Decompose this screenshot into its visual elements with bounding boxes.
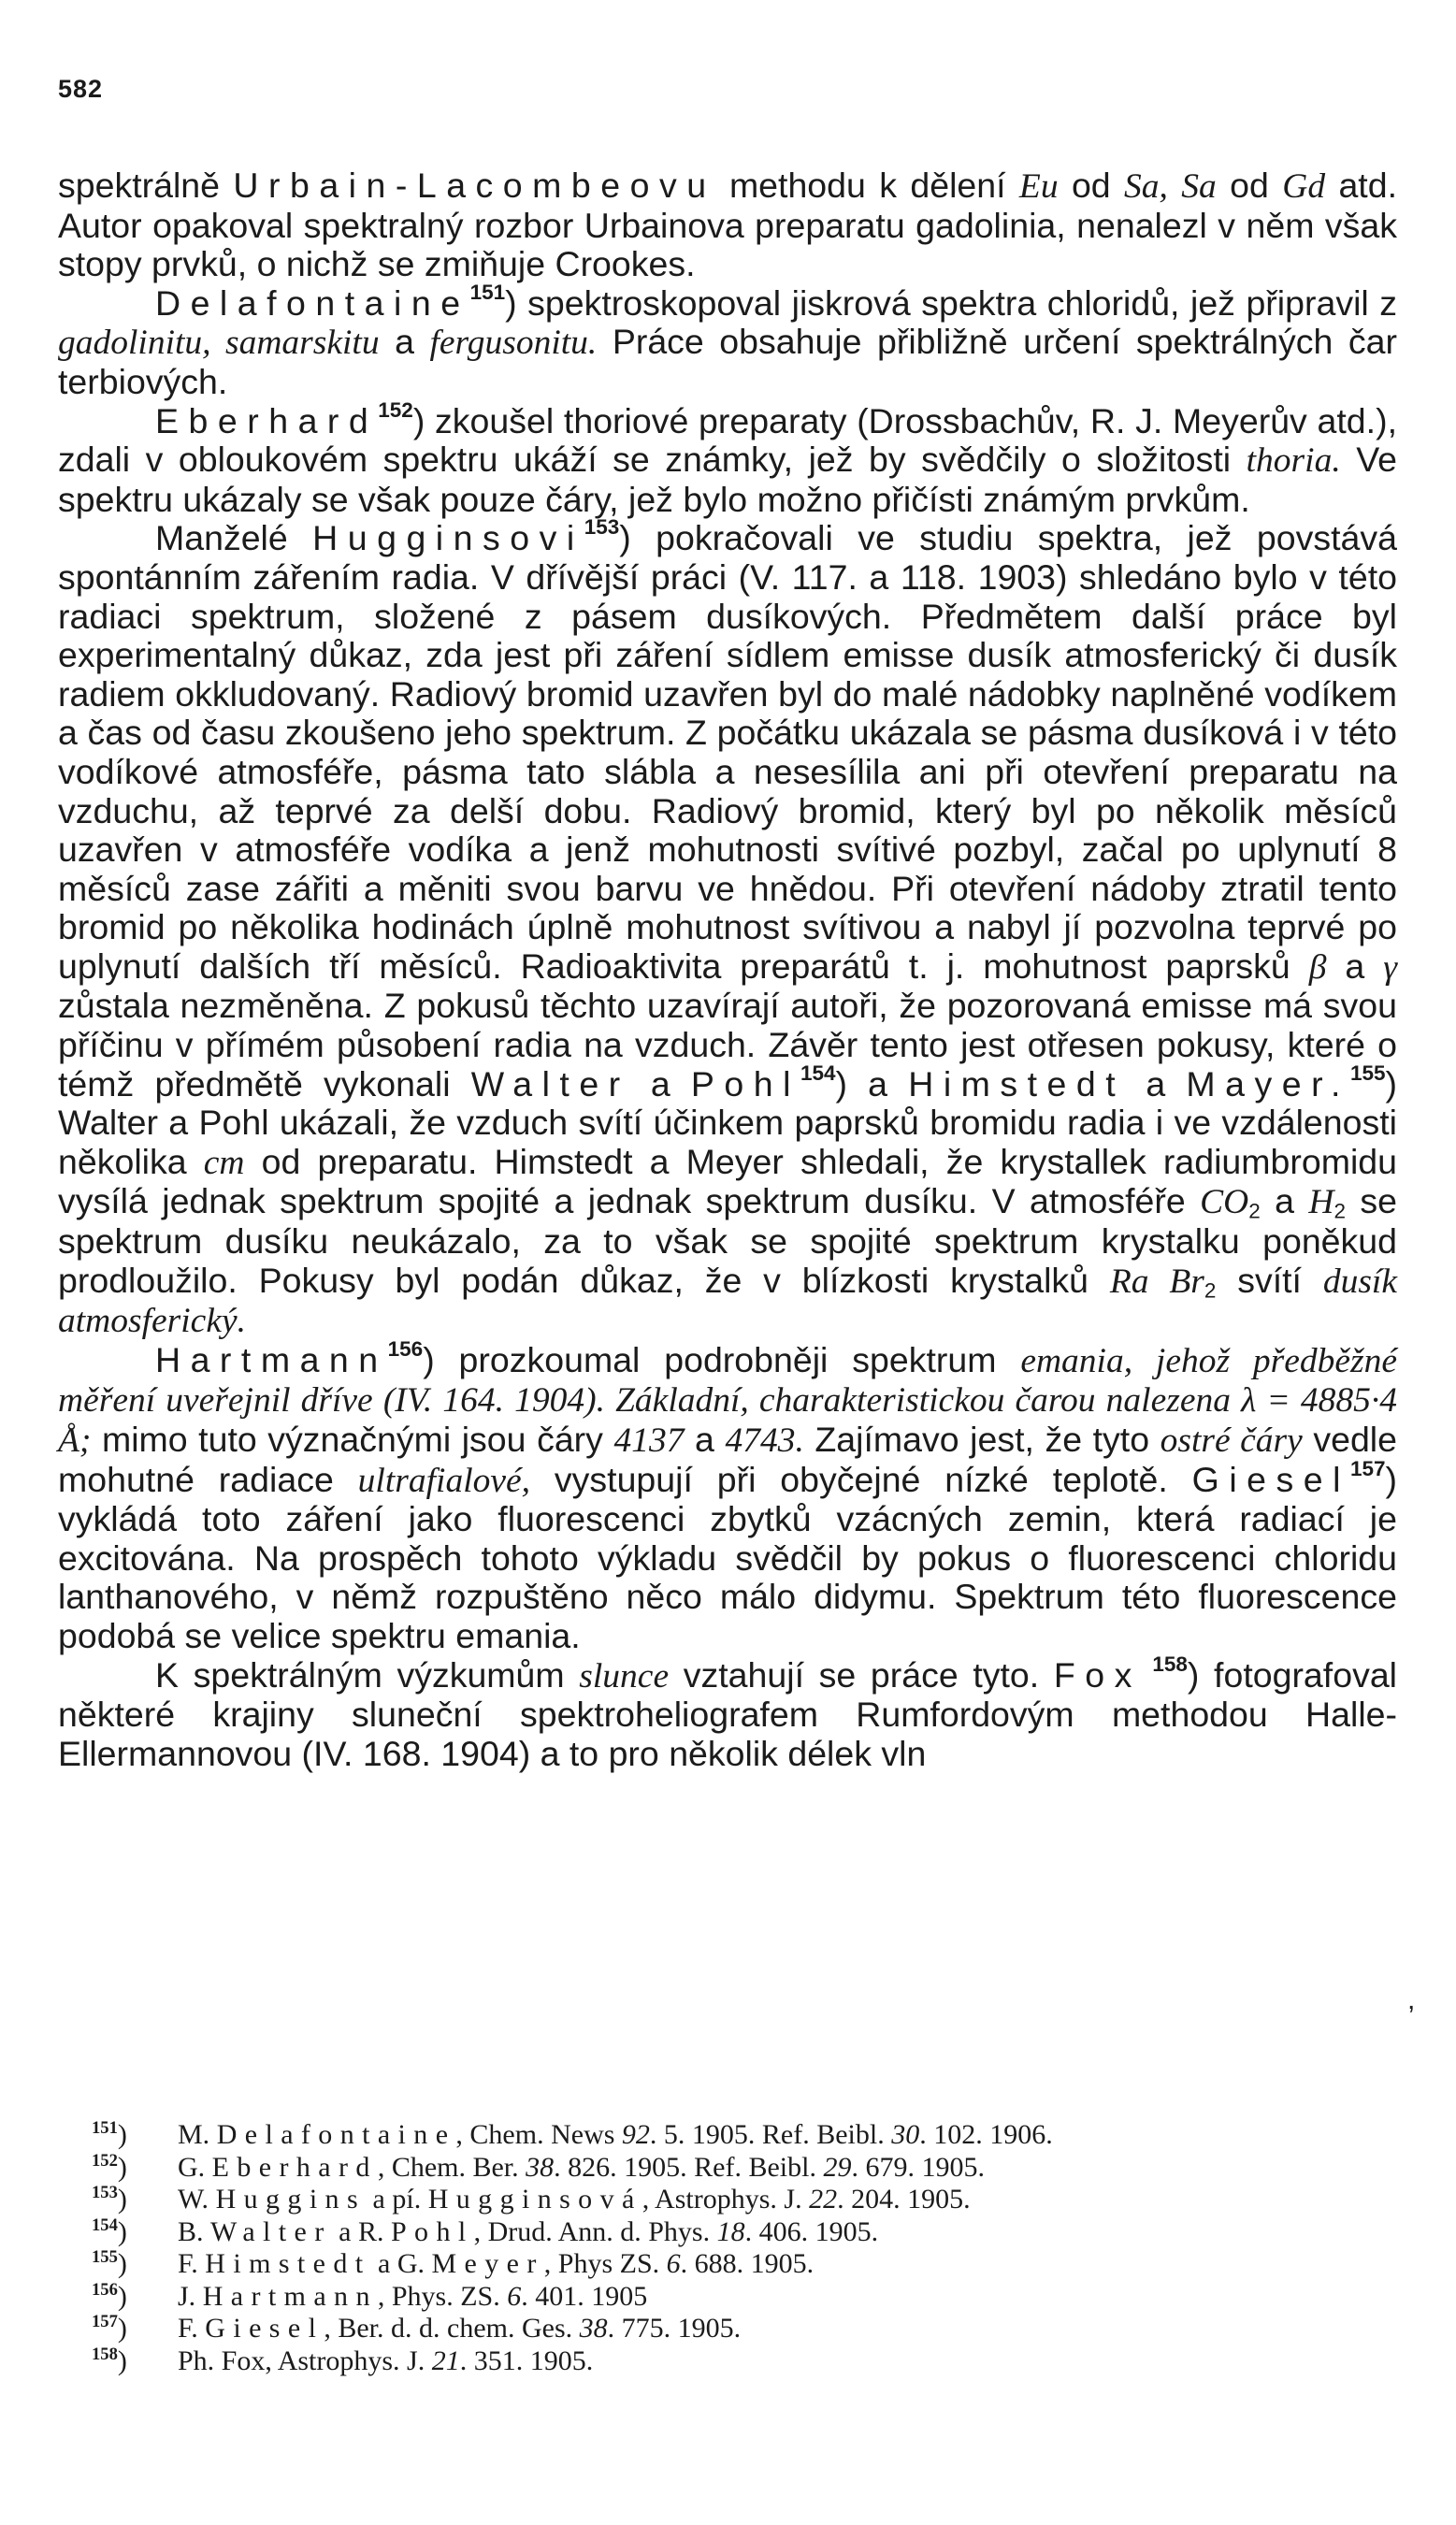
italic-term: 30 bbox=[891, 2119, 920, 2150]
spaced-name: Pohl bbox=[390, 2215, 474, 2247]
text-run: Práce obsahuje přibližně určení spektrálných čar terbiových. bbox=[58, 322, 1397, 401]
paragraph bbox=[58, 166, 1397, 284]
italic-term: 18 bbox=[716, 2215, 745, 2247]
spaced-name: Fox bbox=[1053, 1654, 1142, 1695]
footnote-ref: 157 bbox=[1349, 1456, 1386, 1480]
italic-term: λ = 4885·4 Å; bbox=[58, 1381, 1397, 1460]
footnote-ref: 153 bbox=[584, 515, 620, 540]
text-run: a bbox=[684, 1420, 726, 1459]
text-run: ) zkoušel thoriové preparaty (Drossbachův, R. J. Meyerův atd.), zdali v obloukovém spektru ukáží se známky, jež by svědčily o složitosti bbox=[58, 400, 1397, 480]
body-text bbox=[58, 166, 1397, 1773]
footnote-number: 157 bbox=[92, 2311, 118, 2331]
text-run: ) fotografoval některé krajiny sluneční spektroheliografem Rumfordovým methodou Halle-Ellermannovou (IV. 168. 1904) a to pro několik délek vln bbox=[58, 1654, 1398, 1773]
footnote bbox=[92, 2215, 1412, 2249]
footnote-number: 154 bbox=[92, 2215, 118, 2235]
text-run: Manželé bbox=[155, 518, 313, 558]
footnote-text bbox=[178, 2313, 741, 2345]
italic-term: emania, bbox=[1020, 1341, 1133, 1380]
subscript: 2 bbox=[1204, 1278, 1217, 1303]
footnote-number: 151 bbox=[92, 2117, 118, 2138]
italic-term: Gd bbox=[1282, 167, 1326, 206]
text-run: , Chem. News bbox=[455, 2119, 622, 2150]
footnote-marker: $^{153}$) bbox=[92, 2182, 127, 2215]
text-run: mimo tuto význačnými jsou čáry bbox=[91, 1420, 614, 1459]
spaced-name: Hartmann bbox=[155, 1339, 388, 1379]
italic-term: 4137 bbox=[613, 1421, 685, 1460]
text-run: . 351. 1905. bbox=[459, 2345, 594, 2376]
italic-term: dusík atmosferický. bbox=[58, 1262, 1397, 1341]
paragraph bbox=[58, 1652, 1398, 1774]
text-run: G. bbox=[178, 2151, 212, 2183]
italic-term: fergusonitu. bbox=[429, 324, 598, 363]
italic-term: slunce bbox=[579, 1656, 670, 1695]
footnote bbox=[92, 2182, 1412, 2216]
spaced-name: Himstedt bbox=[205, 2248, 371, 2279]
footnote-ref: 158 bbox=[1141, 1652, 1188, 1676]
text-run: zůstala nezměněna. Z pokusů těchto uzavírají autoři, že pozorovaná emisse má svou příčinu v přímém působení radia na vzduch. Závěr tento jest otřesen pokusy, které o témž předmětě vykonali bbox=[58, 986, 1397, 1104]
spaced-name: Himstedt bbox=[908, 1063, 1126, 1104]
text-run: W. bbox=[178, 2184, 216, 2215]
spaced-name: Delafontaine bbox=[216, 2119, 456, 2150]
footnote-marker: $^{157}$) bbox=[92, 2311, 127, 2344]
text-run: . 826. 1905. Ref. Beibl. bbox=[554, 2151, 824, 2183]
text-run: methodu k dělení bbox=[715, 166, 1019, 205]
text-run: , Drud. Ann. d. Phys. bbox=[473, 2215, 717, 2247]
text-run: od preparatu. Himstedt a Meyer shledali, že krystallek radiumbromidu vysílá jednak spektrum spojité a jednak spektrum dusíku. V atmosféře bbox=[58, 1141, 1397, 1221]
text-run: a G. bbox=[370, 2248, 432, 2279]
text-run: J. bbox=[178, 2280, 203, 2312]
footnote bbox=[92, 2344, 1412, 2378]
spaced-name: Giesel bbox=[1191, 1459, 1350, 1499]
footnote-text bbox=[178, 2216, 878, 2249]
footnote-marker: $^{151}$) bbox=[92, 2117, 127, 2150]
footnote-number: 153 bbox=[92, 2182, 118, 2202]
text-run: ) prozkoumal podrobněji spektrum bbox=[423, 1339, 1021, 1379]
text-run: ) vykládá toto záření jako fluorescenci zbytků vzácných zemin, která radiací je excitována. Na prospěch tohoto výkladu svědčil by pokus o fluorescenci chloridu lanthanového, v němž rozpuštěno něco málo didymu. Spektrum této fluorescence podobá se velice spektru emania. bbox=[58, 1459, 1397, 1655]
text-run: ) spektroskopoval jiskrová spektra chloridů, jež připravil z bbox=[505, 282, 1397, 323]
text-run: atd. Autor opakoval spektralný rozbor Urbainova preparatu gadolinia, nenalezl v něm však stopy prvků, o nichž se zmiňuje Crookes. bbox=[58, 166, 1397, 284]
spaced-name: Hugginsovi bbox=[312, 518, 584, 558]
text-run: B. bbox=[178, 2215, 211, 2247]
text-run: ) a bbox=[835, 1063, 909, 1104]
text-run: vedle mohutné radiace bbox=[58, 1420, 1397, 1499]
paragraph bbox=[58, 1336, 1397, 1656]
italic-term: ultrafialové, bbox=[357, 1461, 531, 1500]
text-run: a pí. bbox=[366, 2184, 428, 2215]
text-run: svítí bbox=[1216, 1260, 1323, 1300]
paragraph bbox=[58, 397, 1397, 520]
page-number: 582 bbox=[58, 75, 104, 103]
text-run: vystupují při obyčejné nízké teplotě. bbox=[530, 1459, 1192, 1499]
italic-term: 29 bbox=[823, 2151, 852, 2183]
footnote bbox=[92, 2246, 1412, 2281]
italic-term: jehož předběžné měření uveřejnil dříve (IV. 164. 1904). Základní, charakteristickou čarou nalezena bbox=[58, 1341, 1397, 1421]
footnote-text bbox=[178, 2345, 593, 2378]
paragraph bbox=[58, 280, 1397, 402]
italic-term: cm bbox=[203, 1143, 245, 1182]
footnote-marker: $^{154}$) bbox=[92, 2215, 127, 2247]
spaced-name: Mayer. bbox=[1186, 1063, 1350, 1104]
italic-term: β bbox=[1308, 947, 1327, 987]
text-run: . 401. 1905 bbox=[521, 2280, 648, 2312]
footnote-marker: $^{158}$) bbox=[92, 2344, 127, 2376]
text-run: Zajímavo jest, že tyto bbox=[803, 1420, 1160, 1459]
italic-term: Eu bbox=[1018, 167, 1059, 206]
spaced-name: Pohl bbox=[690, 1063, 800, 1104]
text-run: , Chem. Ber. bbox=[377, 2151, 526, 2183]
text-run: . 775. 1905. bbox=[607, 2313, 742, 2344]
spaced-name: Walter bbox=[470, 1063, 630, 1104]
text-run: . 204. 1905. bbox=[837, 2184, 971, 2215]
text-run: Ph. Fox, Astrophys. J. bbox=[178, 2345, 432, 2376]
spaced-name: Eberhard bbox=[211, 2151, 378, 2183]
text-run bbox=[1168, 166, 1181, 205]
spaced-name: Walter bbox=[210, 2215, 332, 2247]
text-run: . 679. 1905. bbox=[851, 2151, 985, 2183]
spaced-name: Giesel bbox=[205, 2313, 324, 2344]
footnote-text bbox=[178, 2281, 647, 2314]
italic-term: H bbox=[1308, 1183, 1334, 1222]
text-run: ) Walter a Pohl ukázali, že vzduch svítí účinkem paprsků bromidu radia i ve vzdálenosti několika bbox=[58, 1063, 1398, 1181]
italic-term: 6 bbox=[666, 2248, 681, 2279]
italic-term: 38 bbox=[526, 2151, 555, 2183]
text-run: spektrálně bbox=[58, 166, 234, 205]
spaced-name: Huggins bbox=[215, 2184, 367, 2215]
italic-term: 4743. bbox=[725, 1421, 804, 1460]
footnote-ref: 152 bbox=[378, 397, 413, 422]
italic-term: Sa bbox=[1181, 167, 1217, 206]
text-run: . 5. 1905. Ref. Beibl. bbox=[649, 2119, 892, 2150]
footnote-marker: $^{155}$) bbox=[92, 2246, 127, 2279]
text-run: K spektrálným výzkumům bbox=[155, 1654, 580, 1695]
italic-term: 6 bbox=[507, 2280, 522, 2312]
subscript: 2 bbox=[1333, 1200, 1346, 1224]
subscript: 2 bbox=[1248, 1200, 1261, 1224]
text-run: . 688. 1905. bbox=[680, 2248, 814, 2279]
text-run: , Ber. d. d. chem. Ges. bbox=[324, 2313, 580, 2344]
italic-term: 22 bbox=[809, 2184, 838, 2215]
italic-term: gadolinitu, samarskitu bbox=[58, 324, 380, 363]
footnote-text bbox=[178, 2152, 985, 2185]
text-run: a R. bbox=[331, 2215, 391, 2247]
spaced-name: Hugginsová bbox=[427, 2184, 642, 2215]
footnotes bbox=[92, 2117, 1412, 2377]
italic-term: CO bbox=[1200, 1183, 1249, 1222]
text-run: , Astrophys. J. bbox=[642, 2184, 810, 2215]
italic-term: 38 bbox=[579, 2313, 608, 2344]
text-run: a bbox=[379, 322, 430, 362]
text-run: vztahují se práce tyto. bbox=[669, 1654, 1054, 1695]
paragraph bbox=[58, 515, 1398, 1341]
spaced-name: Delafontaine bbox=[155, 282, 470, 323]
stray-mark: , bbox=[1407, 1984, 1416, 2015]
italic-term: ostré čáry bbox=[1160, 1421, 1303, 1460]
spaced-name: Eberhard bbox=[155, 400, 379, 440]
footnote bbox=[92, 2117, 1412, 2152]
footnote-marker: $^{156}$) bbox=[92, 2279, 127, 2312]
spaced-name: Meyer bbox=[431, 2248, 544, 2279]
spaced-name: Hartmann bbox=[202, 2280, 378, 2312]
text-run: se spektrum dusíku neukázalo, za to však se spojité spektrum krystalku poněkud prodloužilo. Pokusy byl podán důkaz, že v blízkosti krystalků bbox=[58, 1181, 1397, 1300]
text-run: M. bbox=[178, 2119, 217, 2150]
text-run: a bbox=[629, 1063, 691, 1104]
footnote-text bbox=[178, 2248, 814, 2281]
footnote-marker: $^{152}$) bbox=[92, 2150, 127, 2183]
text-run: , Phys ZS. bbox=[543, 2248, 667, 2279]
text-run: od bbox=[1058, 166, 1125, 205]
italic-term: 92 bbox=[621, 2119, 650, 2150]
text-run: od bbox=[1216, 166, 1283, 205]
footnote-number: 158 bbox=[92, 2344, 118, 2364]
footnote-number: 155 bbox=[92, 2246, 118, 2267]
footnote-text bbox=[178, 2119, 1053, 2152]
text-run: a bbox=[1260, 1181, 1309, 1221]
text-run: . 102. 1906. bbox=[919, 2119, 1053, 2150]
italic-term: γ bbox=[1383, 947, 1398, 987]
italic-term: Sa, bbox=[1124, 167, 1168, 206]
footnote bbox=[92, 2279, 1412, 2314]
footnote bbox=[92, 2150, 1412, 2185]
footnote-ref: 154 bbox=[800, 1060, 836, 1085]
text-run: . 406. 1905. bbox=[744, 2215, 879, 2247]
text-run: ) pokračovali ve studiu spektra, jež povstává spontánním zářením radia. V dřívější práci (V. 117. a 118. 1903) shledáno bylo v této radiaci spektrum, složené z pásem dusíkových. Předmětem další práce byl experimentalný důkaz, zda jest při záření sídlem emisse dusík atmosferický či dusík radiem okkludovaný. Radiový bromid uzavřen byl do malé nádobky naplněné vodíkem a čas od času zkoušeno jeho spektrum. Z počátku ukázala se pásma dusíková i v této vodíkové atmosféře, pásma tato slábla a nesesílila ani při otevření preparatu na vzduchu, až teprvé za delší dobu. Radiový bromid, který byl po několik měsíců uzavřen v atmosféře vodíka a jenž mohutnosti svítivé pozbyl, začal po uplynutí 8 měsíců zase zářiti a měniti svou barvu ve hnědou. Při otevření nádoby ztratil tento bromid po několika hodinách úplně mohutnost svítivou a nabyl jí pozvolna teprvé po uplynutí dalších tří měsíců. Radioaktivita preparátů t. j. mohutnost paprsků bbox=[58, 518, 1397, 986]
footnote-text bbox=[178, 2184, 971, 2216]
footnote-ref: 156 bbox=[387, 1336, 424, 1361]
text-run: a bbox=[1326, 945, 1384, 986]
text-run: F. bbox=[178, 2313, 206, 2344]
footnote bbox=[92, 2311, 1412, 2345]
spaced-name: Urbain-Lacombeovu bbox=[233, 166, 716, 205]
italic-term: 21 bbox=[431, 2345, 460, 2376]
text-run: a bbox=[1125, 1063, 1187, 1104]
italic-term: Ra Br bbox=[1109, 1262, 1204, 1301]
footnote-ref: 151 bbox=[469, 280, 506, 304]
footnote-number: 152 bbox=[92, 2150, 118, 2171]
footnote-number: 156 bbox=[92, 2279, 118, 2300]
text-run: , Phys. ZS. bbox=[377, 2280, 508, 2312]
italic-term: thoria. bbox=[1246, 441, 1341, 481]
footnote-ref: 155 bbox=[1349, 1060, 1386, 1085]
text-run: Ve spektru ukázaly se však pouze čáry, jež bylo možno přičísti známým prvkům. bbox=[58, 440, 1397, 519]
text-run: F. bbox=[178, 2248, 206, 2279]
